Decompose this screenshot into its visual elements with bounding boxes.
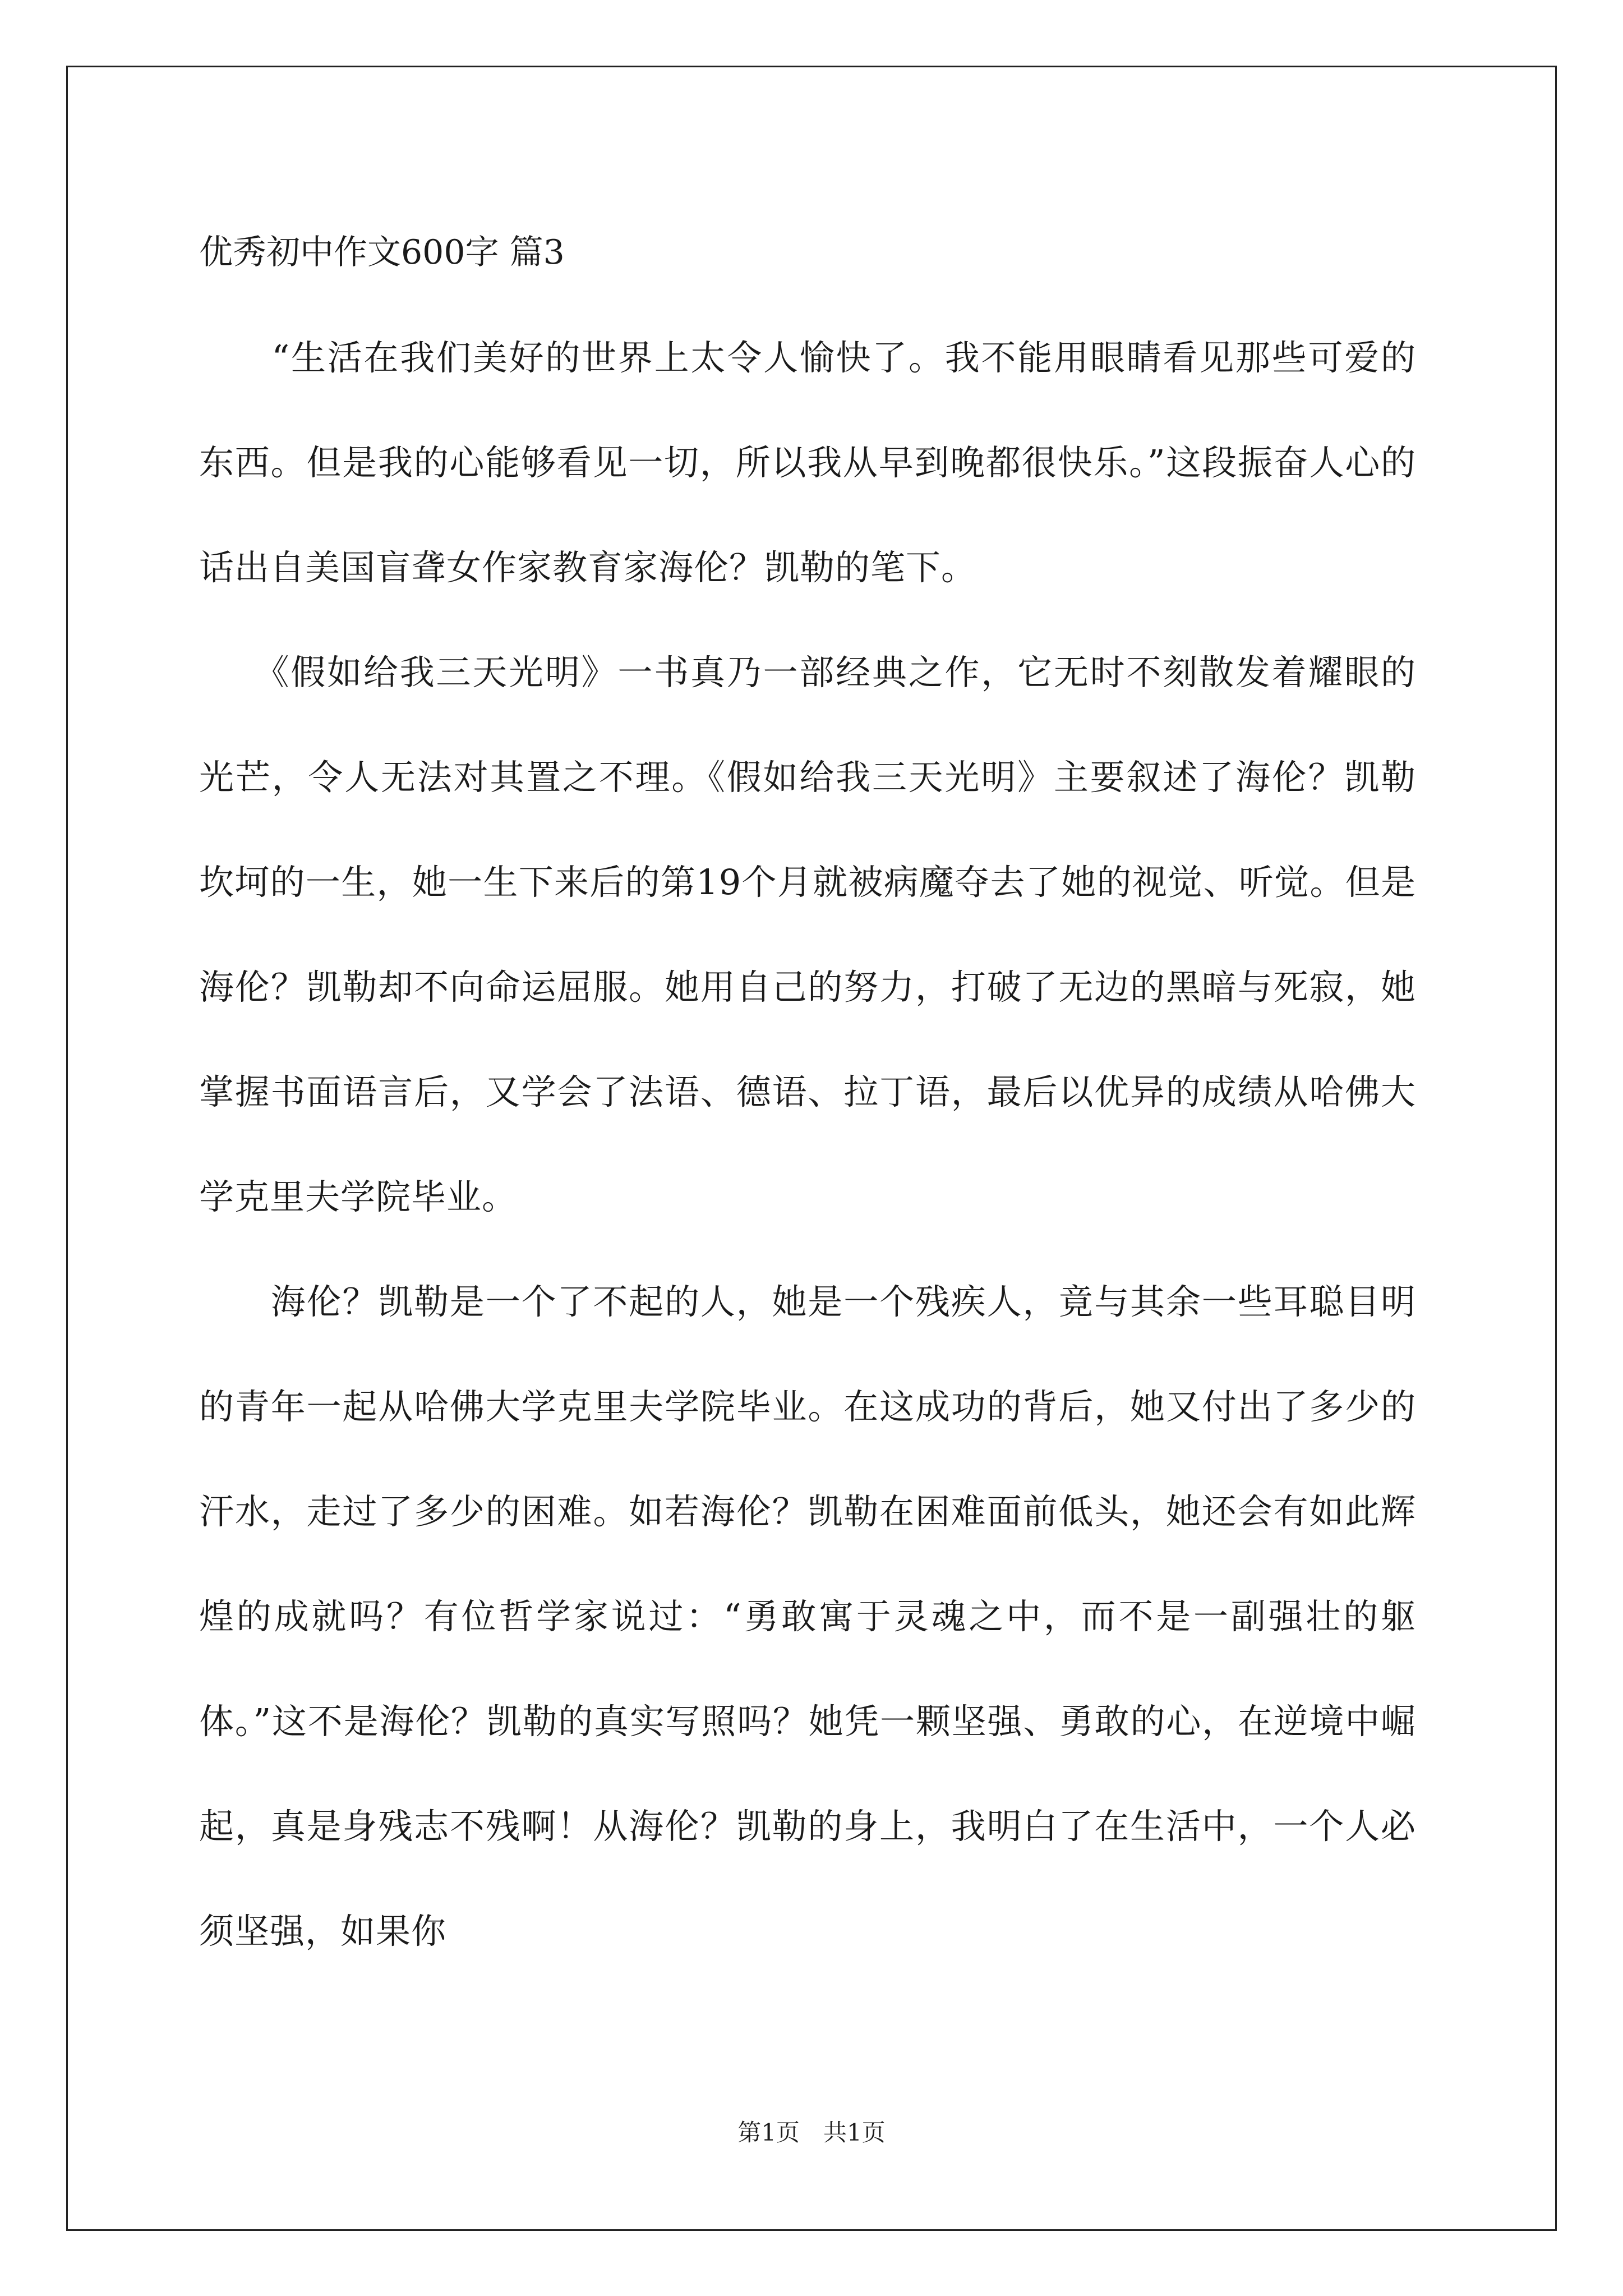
document-body: “生活在我们美好的世界上太令人愉快了。我不能用眼睛看见那些可爱的东西。但是我的心能够看见一切，所以我从早到晚都很快乐。”这段振奋人心的话出自美国盲聋女作家教育家海伦？凯勒的笔下。 《假如给我三天光明》一书真乃一部经典之作，它无时不刻散发着耀眼的光芒，令人无法对其置之不理。《假如给我三天光明》主要叙述了海伦？凯勒坎坷的一生，她一生下来后的第19个月就被病魔夺去了她的视觉、听觉。但是海伦？凯勒却不向命运屈服。她用自己的努力，打破了无边的黑暗与死寂，她掌握书面语言后，又学会了法语、德语、拉丁语，最后以优异的成绩从哈佛大学克里夫学院毕业。 海伦？凯勒是一个了不起的人，她是一个残疾人，竟与其余一些耳聪目明的青年一起从哈佛大学克里夫学院毕业。在这成功的背后，她又付出了多少的汗水，走过了多少的困难。如若海伦？凯勒在困难面前低头，她还会有如此辉煌的成就吗？有位哲学家说过：“勇敢寓于灵魂之中，而不是一副强壮的躯体。”这不是海伦？凯勒的真实写照吗？她凭一颗坚强、勇敢的心，在逆境中崛起，真是身残志不残啊！从海伦？凯勒的身上，我明白了在生活中，一个人必须坚强，如果你 (199, 337, 1416, 1952)
document-content (199, 219, 1416, 1984)
page-footer: 第1页 共1页 (737, 2119, 886, 2146)
document-title: 优秀初中作文600字 篇3 (199, 233, 565, 272)
